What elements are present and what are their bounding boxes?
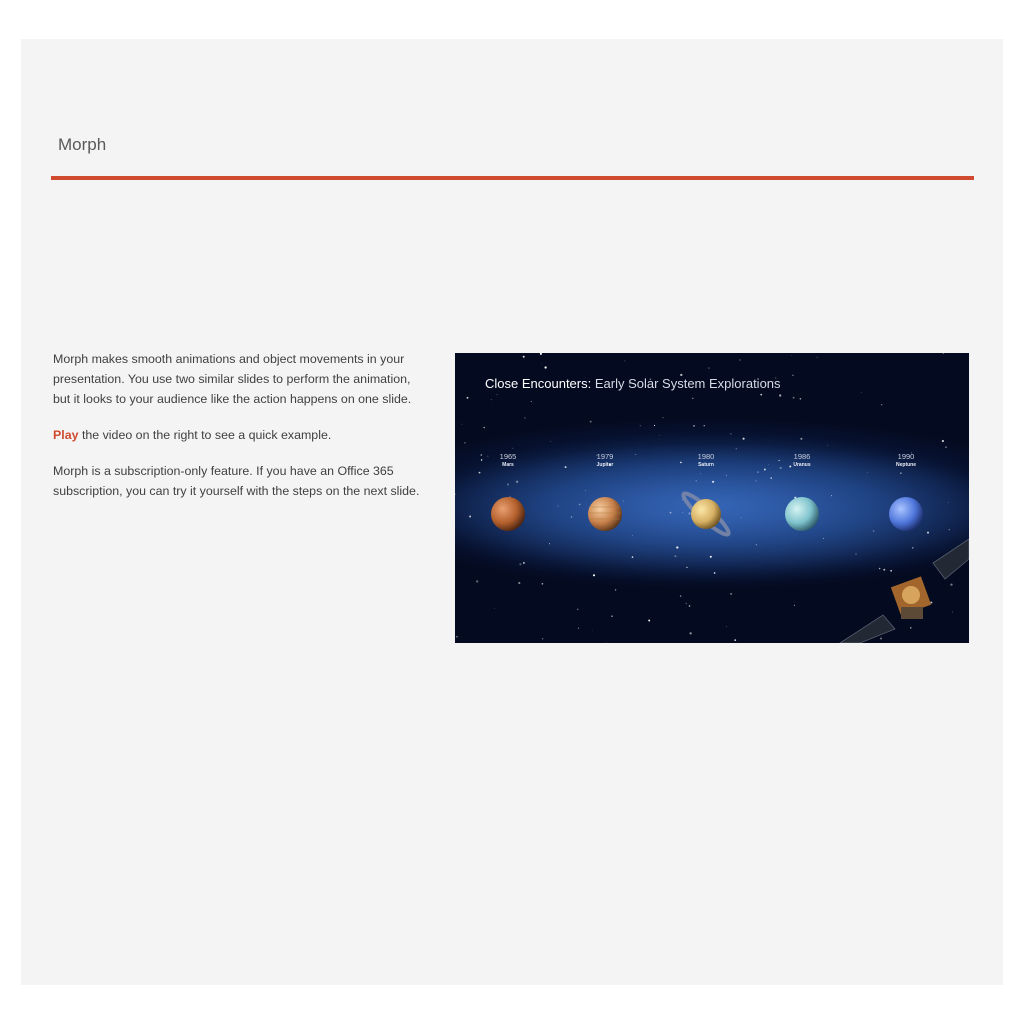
play-instruction: the video on the right to see a quick example.	[78, 428, 332, 442]
paragraph-intro: Morph makes smooth animations and object movements in your presentation. You use two similar slides to perform the animation, but it looks to your audience like the action happens on one slide.	[53, 352, 412, 406]
planet-name: Jupiter	[596, 462, 614, 468]
neptune-icon	[889, 497, 923, 531]
mars-icon	[491, 497, 525, 531]
planet-name: Uranus	[793, 462, 811, 468]
body-text	[53, 349, 428, 517]
paragraph-play	[53, 425, 428, 445]
paragraph-subscription: Morph is a subscription-only feature. If you have an Office 365 subscription, you can try it yourself with the steps on the next slide.	[53, 464, 420, 498]
slide	[21, 39, 1003, 985]
video-title-bold: Close Encounters:	[485, 376, 592, 391]
uranus-icon	[785, 497, 819, 531]
jupiter-icon	[588, 497, 622, 531]
planet-label-saturn	[671, 453, 741, 469]
planet-year: 1980	[697, 452, 715, 461]
slide-title: Morph	[58, 135, 107, 154]
video-player[interactable]	[455, 353, 969, 643]
video-frame-art	[455, 353, 969, 643]
video-title	[485, 376, 781, 391]
planet-name: Saturn	[698, 462, 714, 468]
play-highlight: Play	[53, 428, 79, 442]
planet-label-uranus	[767, 453, 837, 469]
planet-year: 1986	[793, 452, 811, 461]
planet-name: Mars	[502, 462, 514, 468]
planet-year: 1965	[499, 452, 517, 461]
planet-year: 1979	[596, 452, 614, 461]
planet-label-jupiter	[570, 453, 640, 469]
planet-name: Neptune	[896, 462, 916, 468]
planet-label-mars	[473, 453, 543, 469]
title-underline	[51, 176, 974, 180]
video-title-rest: Early Solar System Explorations	[591, 376, 781, 391]
planet-label-neptune	[871, 453, 941, 469]
planet-year: 1990	[897, 452, 915, 461]
